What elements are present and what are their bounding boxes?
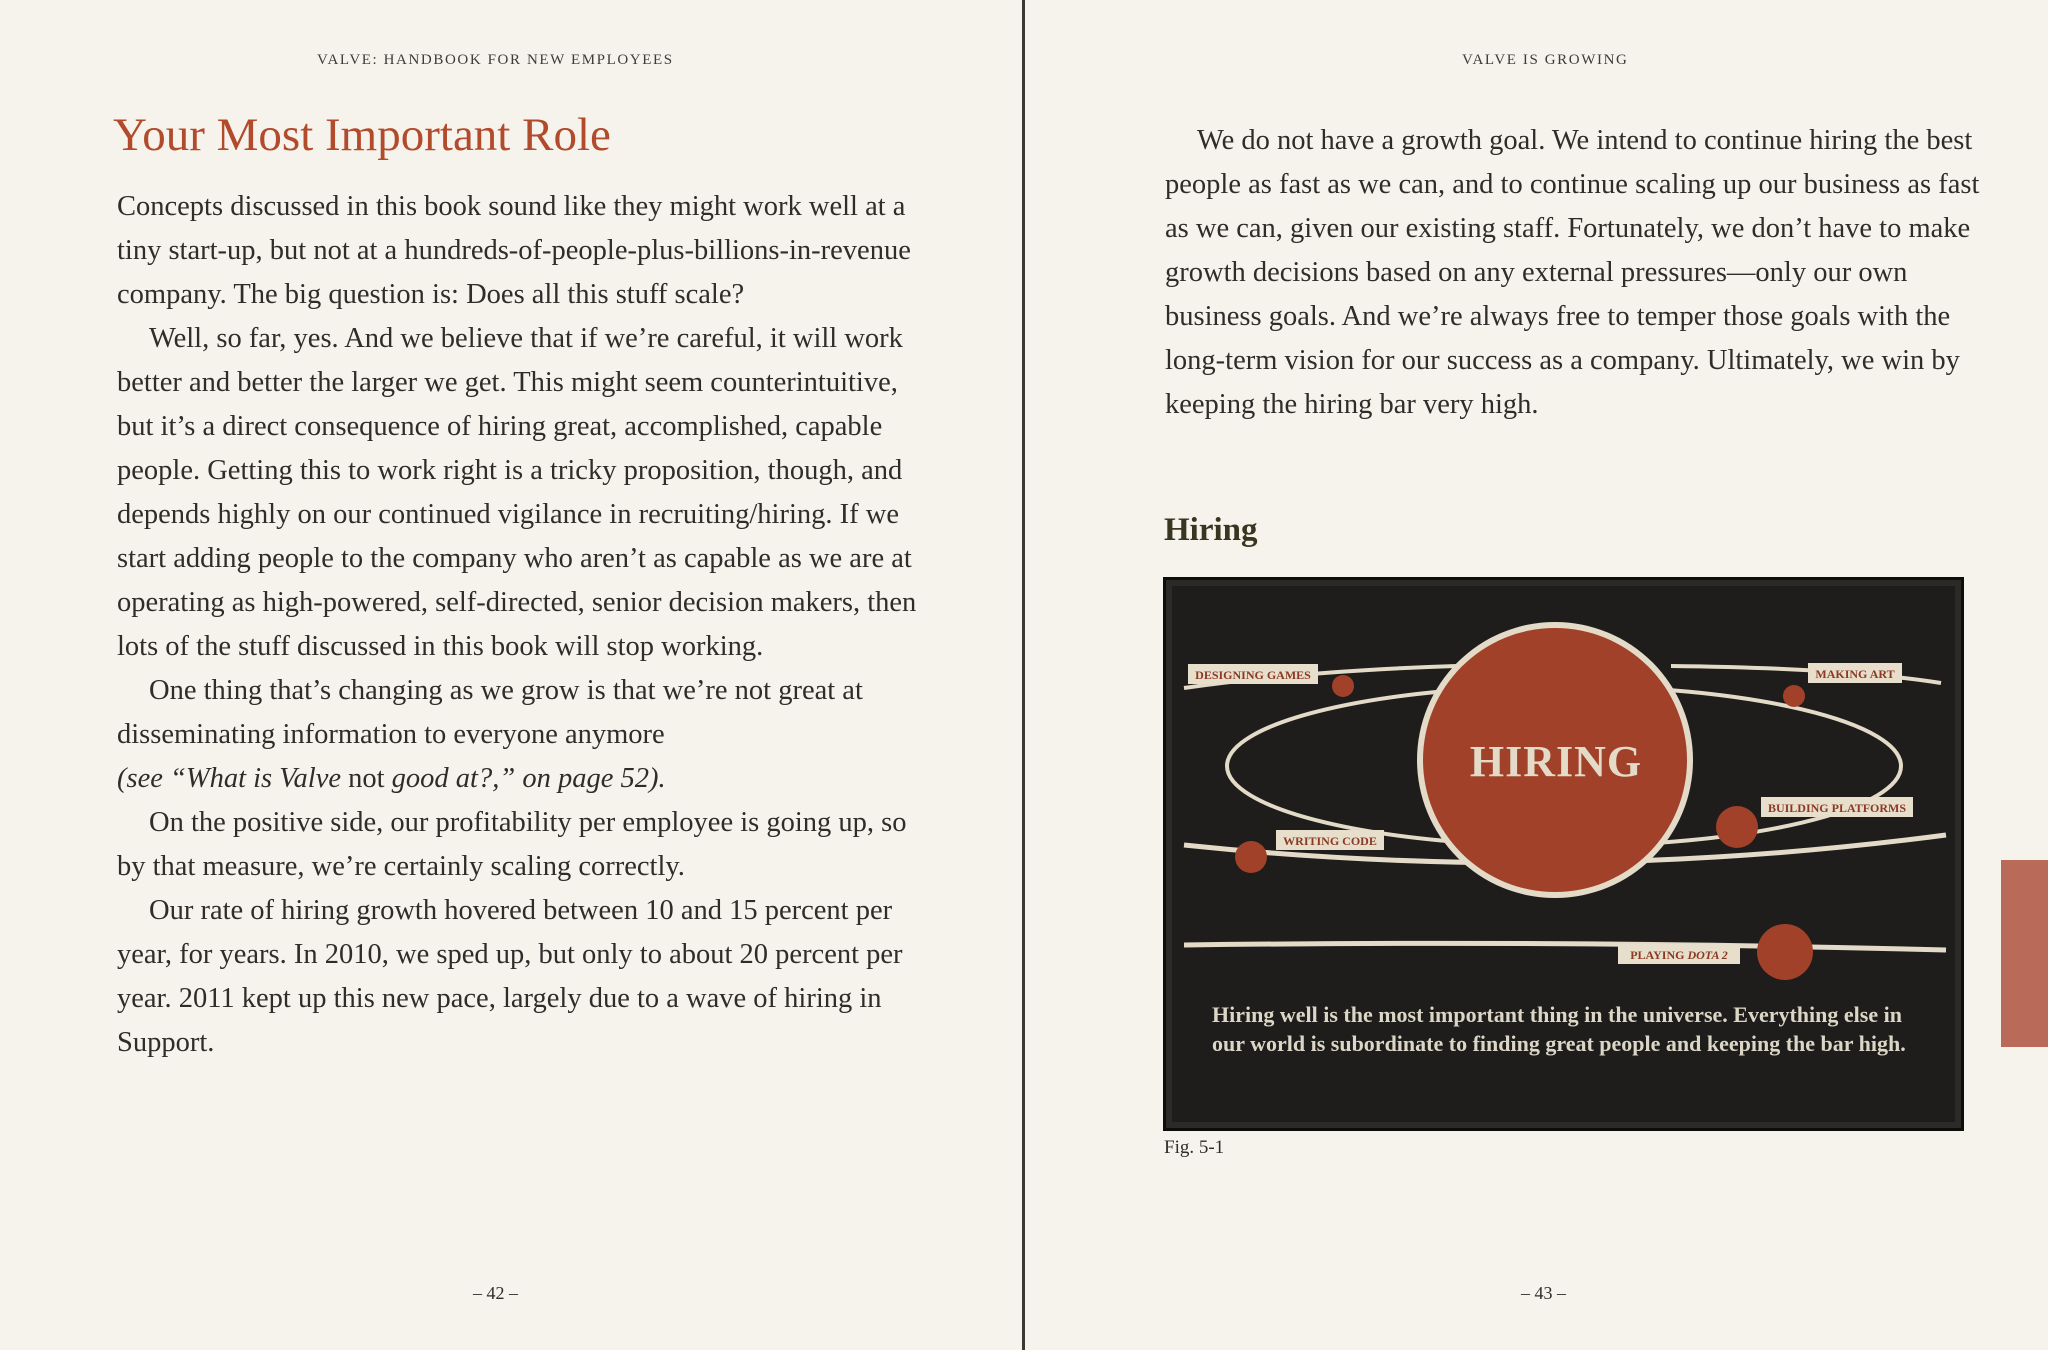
illustration-caption: Hiring well is the most important thing in the universe. Everything else in our world is subordinate to finding great people and keeping the bar high. bbox=[1212, 1002, 1906, 1056]
label-making-art: MAKING ART bbox=[1815, 667, 1895, 681]
paragraph-4: On the positive side, our profitability per employee is going up, so by that measure, we’re certainly scaling correctly. bbox=[117, 807, 907, 882]
orbit-bottom bbox=[1184, 943, 1946, 950]
page-number-right: – 43 – bbox=[1521, 1283, 1566, 1303]
paragraph-3 bbox=[117, 669, 932, 801]
right-page bbox=[1025, 0, 2048, 1350]
moon-writing-code bbox=[1235, 841, 1267, 873]
left-body-text bbox=[117, 185, 932, 1065]
moon-building-platforms bbox=[1716, 806, 1758, 848]
growth-paragraph: We do not have a growth goal. We intend to continue hiring the best people as fast as we can, and to continue scaling up our business as fast as we can, given our existing staff. Fortunately, we don’t have to make growth decisions based on any external pressures—only our own business goals. And we’re always free to temper those goals with the long-term vision for our success as a company. Ultimately, we win by keeping the hiring bar very high. bbox=[1165, 125, 1980, 420]
paragraph-1: Concepts discussed in this book sound like they might work well at a tiny start-up, but not at a hundreds-of-people-plus-billions-in-revenue company. The big question is: Does all this stuff scale? bbox=[117, 191, 911, 310]
right-body-text bbox=[1165, 119, 1985, 427]
chapter-title: Your Most Important Role bbox=[113, 109, 611, 161]
label-designing-games: DESIGNING GAMES bbox=[1195, 668, 1311, 682]
hiring-planet-label: HIRING bbox=[1469, 737, 1643, 786]
paragraph-5: Our rate of hiring growth hovered between 10 and 15 percent per year, for years. In 2010, we sped up, but only to about 20 percent per year. 2011 kept up this new pace, largely due to a wave of hiring in Support. bbox=[117, 895, 903, 1058]
moon-playing-dota bbox=[1757, 924, 1813, 980]
cross-reference-end: good at?,” on page 52). bbox=[391, 763, 666, 794]
page-number-left: – 42 – bbox=[473, 1283, 518, 1303]
moon-making-art bbox=[1783, 685, 1805, 707]
moon-designing-games bbox=[1332, 675, 1354, 697]
label-writing-code: WRITING CODE bbox=[1283, 834, 1377, 848]
section-heading-hiring: Hiring bbox=[1164, 512, 1258, 548]
cross-reference-not: not bbox=[341, 763, 392, 794]
label-playing-prefix: PLAYING bbox=[1630, 948, 1688, 962]
cross-reference-start: (see “What is Valve bbox=[117, 763, 341, 794]
paragraph-3-text: One thing that’s changing as we grow is that we’re not great at disseminating information to everyone anymore bbox=[117, 675, 863, 750]
running-head-right: VALVE IS GROWING bbox=[1462, 52, 1629, 68]
chapter-edge-tab bbox=[2001, 860, 2048, 1047]
left-page bbox=[0, 0, 1023, 1350]
hiring-illustration bbox=[1163, 577, 1964, 1131]
label-playing-dota bbox=[1630, 948, 1728, 962]
running-head-left: VALVE: HANDBOOK FOR NEW EMPLOYEES bbox=[317, 52, 674, 68]
figure-label: Fig. 5-1 bbox=[1164, 1137, 1225, 1158]
paragraph-2: Well, so far, yes. And we believe that if we’re careful, it will work better and better the larger we get. This might seem counterintuitive, but it’s a direct consequence of hiring great, accomplished, capable people. Getting this to work right is a tricky proposition, though, and depends highly on our continued vigilance in recruiting/hiring. If we start adding people to the company who aren’t as capable as we are at operating as high-powered, self-directed, senior decision makers, then lots of the stuff discussed in this book will stop working. bbox=[117, 323, 917, 662]
label-dota-title: DOTA 2 bbox=[1687, 948, 1728, 962]
label-building-platforms: BUILDING PLATFORMS bbox=[1767, 801, 1907, 815]
